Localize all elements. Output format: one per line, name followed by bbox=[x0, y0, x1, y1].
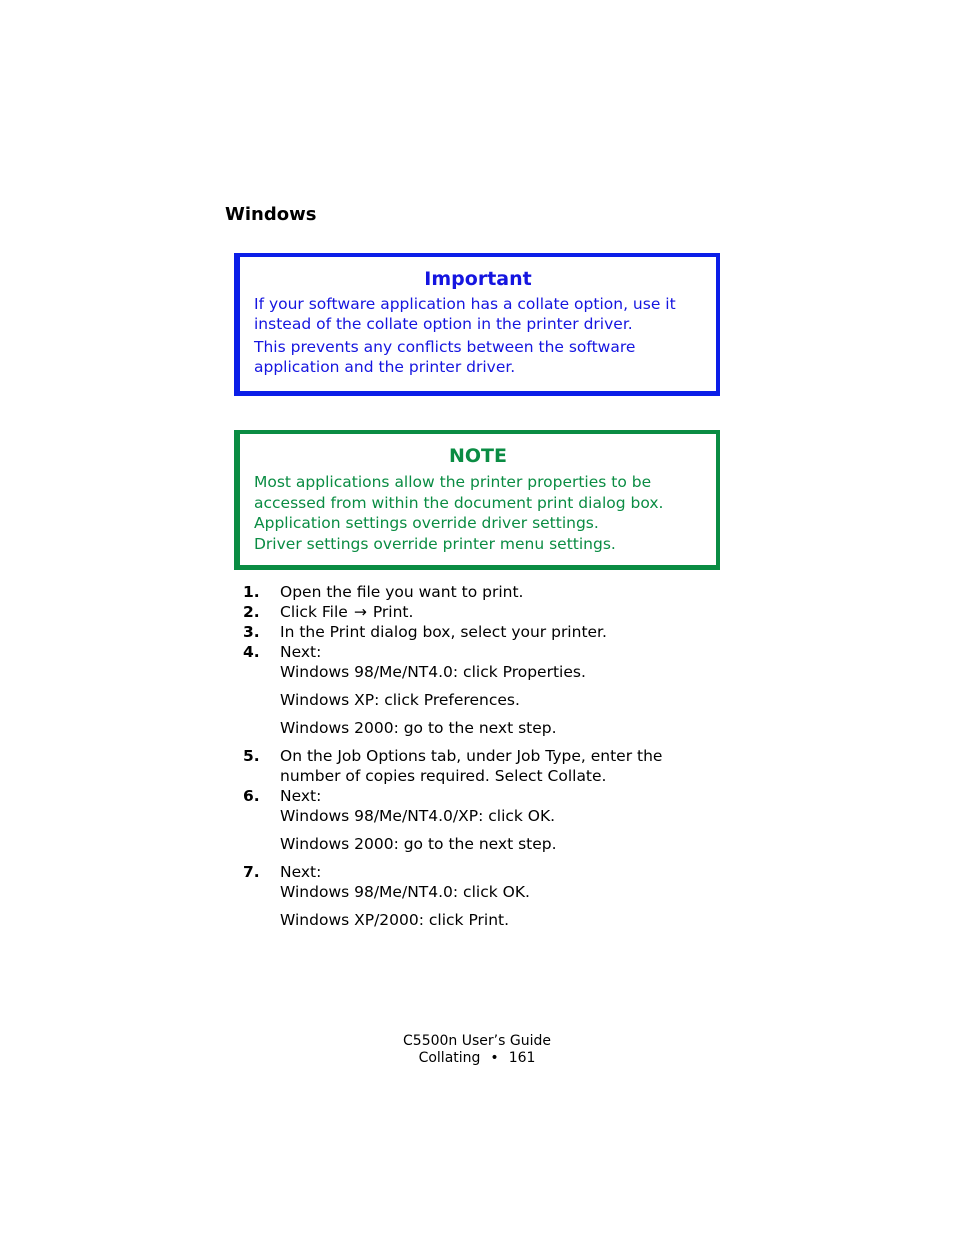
list-item bbox=[243, 622, 723, 642]
note-line: Driver settings override printer menu settings. bbox=[254, 534, 616, 553]
sub-step: Windows XP/2000: click Print. bbox=[280, 911, 510, 929]
step-text: In the Print dialog box, select your printer. bbox=[280, 623, 607, 641]
page-footer bbox=[0, 1033, 954, 1067]
sub-step: Windows 98/Me/NT4.0: click Properties. bbox=[280, 663, 586, 681]
list-item bbox=[243, 746, 723, 786]
step-text: Click File bbox=[280, 603, 348, 621]
important-paragraph: If your software application has a collate option, use it instead of the collate option in the printer driver. bbox=[254, 295, 676, 333]
step-text: Next: bbox=[280, 863, 322, 881]
sub-step: Windows 98/Me/NT4.0: click OK. bbox=[280, 883, 530, 901]
step-number: 3. bbox=[243, 623, 260, 641]
arrow-right-icon: → bbox=[353, 603, 367, 621]
step-number: 4. bbox=[243, 643, 260, 661]
note-line: Most applications allow the printer properties to be accessed from within the document print dialog box. bbox=[254, 473, 664, 512]
step-text: Open the file you want to print. bbox=[280, 583, 524, 601]
page-number: 161 bbox=[508, 1050, 536, 1066]
chapter-name: Collating bbox=[418, 1050, 481, 1066]
important-paragraph: This prevents any conflicts between the software application and the printer driver. bbox=[254, 338, 636, 376]
step-text: Print. bbox=[372, 603, 414, 621]
sub-step: Windows 2000: go to the next step. bbox=[280, 835, 557, 853]
sub-step: Windows XP: click Preferences. bbox=[280, 691, 520, 709]
list-item bbox=[243, 642, 723, 738]
important-callout bbox=[234, 253, 720, 396]
list-item bbox=[243, 786, 723, 854]
note-title: NOTE bbox=[449, 445, 507, 467]
note-line: Application settings override driver settings. bbox=[254, 514, 599, 533]
step-number: 1. bbox=[243, 583, 260, 601]
step-number: 5. bbox=[243, 747, 260, 765]
step-number: 6. bbox=[243, 787, 260, 805]
sub-step: Windows 98/Me/NT4.0/XP: click OK. bbox=[280, 807, 556, 825]
list-item bbox=[243, 862, 723, 930]
note-callout bbox=[234, 430, 720, 570]
important-title: Important bbox=[424, 268, 532, 290]
step-text: Next: bbox=[280, 787, 322, 805]
step-number: 2. bbox=[243, 603, 260, 621]
list-item bbox=[243, 582, 723, 602]
step-number: 7. bbox=[243, 863, 260, 881]
step-text: Next: bbox=[280, 643, 322, 661]
steps-list bbox=[243, 582, 723, 930]
sub-step: Windows 2000: go to the next step. bbox=[280, 719, 557, 737]
guide-title: C5500n User’s Guide bbox=[403, 1033, 551, 1049]
step-text: On the Job Options tab, under Job Type, enter the number of copies required. Select Collate. bbox=[280, 747, 663, 785]
section-heading: Windows bbox=[225, 204, 317, 225]
bullet-icon: • bbox=[490, 1050, 499, 1066]
list-item bbox=[243, 602, 723, 622]
